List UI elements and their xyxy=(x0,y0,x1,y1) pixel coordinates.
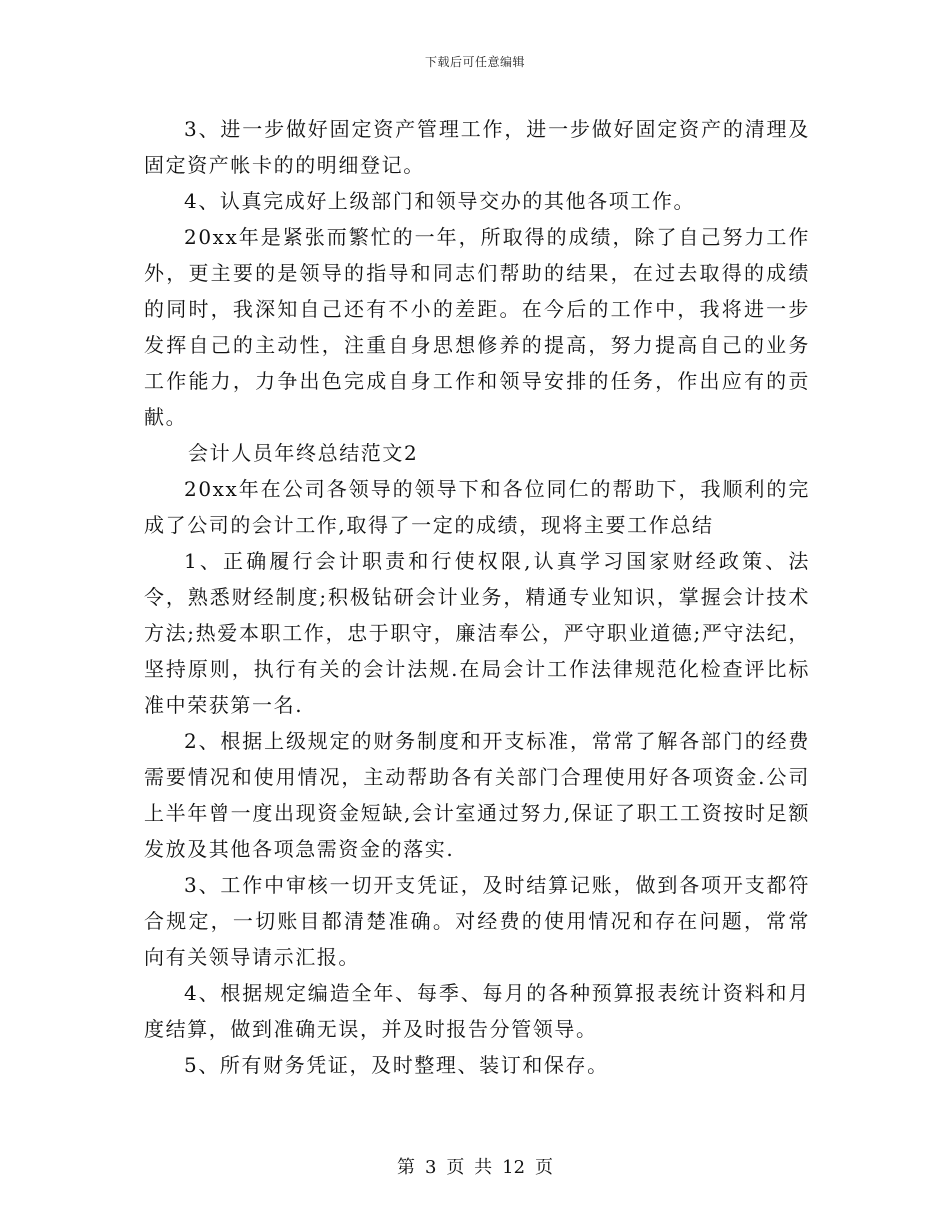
footer-total-pages: 12 xyxy=(502,1157,526,1178)
page-header: 下载后可任意编辑 xyxy=(424,55,525,69)
paragraph-year-summary: 20xx年是紧张而繁忙的一年，所取得的成绩，除了自己努力工作外，更主要的是领导的指导和同志们帮助的结果，在过去取得的成绩的同时，我深知自己还有不小的差距。在今后的工作中，我将进一步发挥自己的主动性，注重自身思想修养的提高，努力提高自己的业务工作能力，力争出色完成自身工作和领导安排的任务，作出应有的贡献。 xyxy=(144,225,810,429)
paragraph-point-4: 4、根据规定编造全年、每季、每月的各种预算报表统计资料和月度结算，做到准确无误，并及时报告分管领导。 xyxy=(144,981,810,1041)
footer-middle: 页 共 xyxy=(446,1157,493,1178)
paragraph-point-3: 3、工作中审核一切开支凭证，及时结算记账，做到各项开支都符合规定，一切账目都清楚准确。对经费的使用情况和存在问题，常常向有关领导请示汇报。 xyxy=(144,873,810,969)
footer-suffix: 页 xyxy=(535,1157,554,1178)
footer-prefix: 第 xyxy=(396,1157,415,1178)
page-footer xyxy=(0,1153,950,1179)
paragraph-intro: 20xx年在公司各领导的领导下和各位同仁的帮助下，我顺利的完成了公司的会计工作,取得了一定的成绩，现将主要工作总结 xyxy=(144,477,810,537)
paragraph-point-1: 1、正确履行会计职责和行使权限,认真学习国家财经政策、法令，熟悉财经制度;积极钻研会计业务，精通专业知识，掌握会计技术方法;热爱本职工作，忠于职守，廉洁奉公，严守职业道德;严守法纪，坚持原则，执行有关的会计法规.在局会计工作法律规范化检查评比标准中荣获第一名. xyxy=(144,549,810,717)
paragraph-item-3: 3、进一步做好固定资产管理工作，进一步做好固定资产的清理及固定资产帐卡的的明细登记。 xyxy=(144,117,810,177)
paragraph-point-2: 2、根据上级规定的财务制度和开支标准，常常了解各部门的经费需要情况和使用情况，主动帮助各有关部门合理使用好各项资金.公司上半年曾一度出现资金短缺,会计室通过努力,保证了职工工资按时足额发放及其他各项急需资金的落实. xyxy=(144,729,810,861)
footer-page-number: 3 xyxy=(424,1157,437,1178)
section-heading: 会计人员年终总结范文2 xyxy=(188,441,419,465)
paragraph-point-5: 5、所有财务凭证，及时整理、装订和保存。 xyxy=(184,1053,609,1077)
document-body xyxy=(144,111,810,1083)
paragraph-item-4: 4、认真完成好上级部门和领导交办的其他各项工作。 xyxy=(184,189,696,213)
